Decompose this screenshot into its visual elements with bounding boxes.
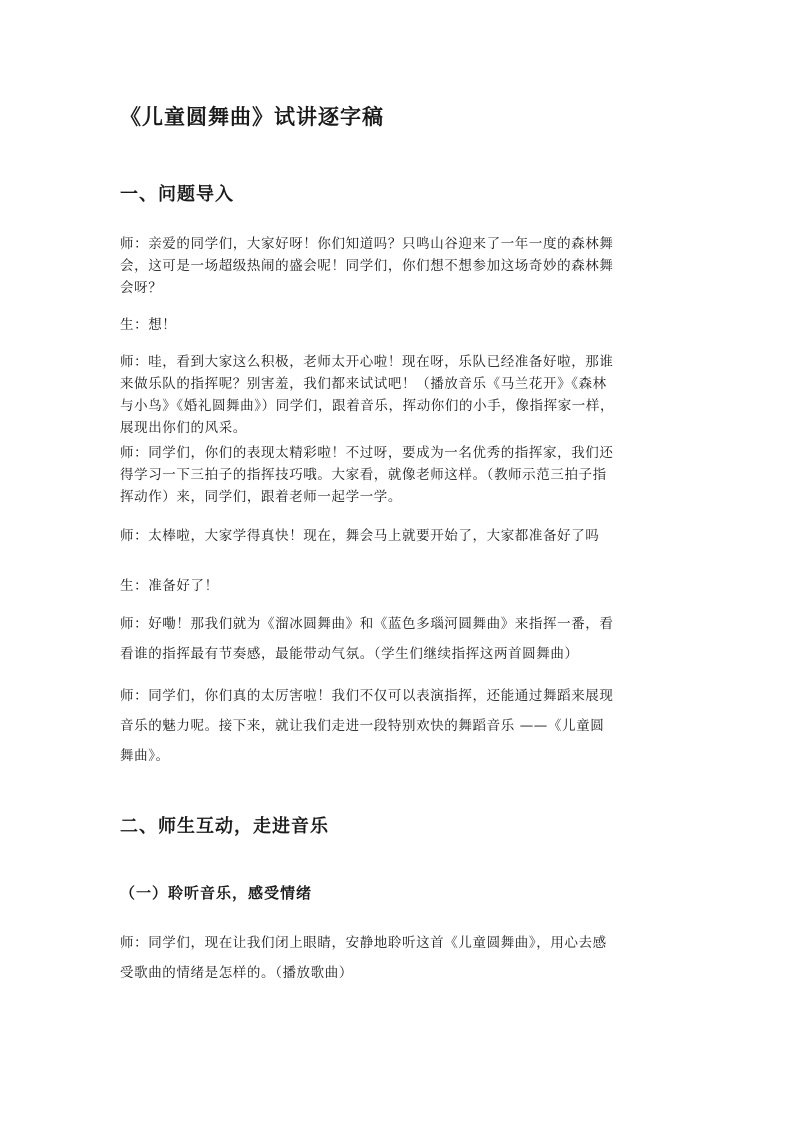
paragraph-student-reply <box>120 314 675 336</box>
text-line: 受歌曲的情绪是怎样的。（播放歌曲） <box>120 965 353 981</box>
paragraph-teacher-conduct <box>120 351 675 439</box>
text-line: 师：太棒啦，大家学得真快！现在，舞会马上就要开始了，大家都准备好了吗 <box>120 528 600 544</box>
text-line: 来做乐队的指挥呢？别害羞，我们都来试试吧！（播放音乐《马兰花开》《森林 <box>120 376 607 392</box>
paragraph-teacher-triple-meter <box>120 442 675 508</box>
text-line: 会，这可是一场超级热闹的盛会呢！同学们，你们想不想参加这场奇妙的森林舞 <box>120 258 614 274</box>
paragraph-teacher-ready <box>120 525 675 547</box>
section-heading-1: 一、问题导入 <box>120 184 234 205</box>
paragraph-teacher-listen <box>120 928 675 988</box>
paragraph-student-ready <box>120 575 675 597</box>
paragraph-teacher-intro <box>120 233 675 299</box>
text-line: 舞曲》。 <box>120 748 170 764</box>
text-line: 会呀？ <box>120 280 163 296</box>
document-title: 《儿童圆舞曲》试讲逐字稿 <box>120 104 384 129</box>
text-line: 师：同学们，你们的表现太精彩啦！不过呀，要成为一名优秀的指挥家，我们还 <box>120 445 614 461</box>
text-line: 师：同学们，你们真的太厉害啦！我们不仅可以表演指挥，还能通过舞蹈来展现 <box>120 688 614 704</box>
text-line: 师：哇，看到大家这么积极，老师太开心啦！现在呀，乐队已经准备好啦，那谁 <box>120 354 614 370</box>
text-line: 生：准备好了！ <box>120 578 219 594</box>
text-line: 师：好嘞！那我们就为《溜冰圆舞曲》和《蓝色多瑙河圆舞曲》来指挥一番，看 <box>120 616 614 632</box>
text-line: 得学习一下三拍子的指挥技巧哦。大家看，就像老师这样。（教师示范三拍子指 <box>120 467 607 483</box>
text-line: 看谁的指挥最有节奏感，最能带动气氛。（学生们继续指挥这两首圆舞曲） <box>120 646 579 662</box>
text-line: 与小鸟》《婚礼圆舞曲》）同学们，跟着音乐，挥动你们的小手，像指挥家一样， <box>120 398 615 414</box>
paragraph-teacher-transition <box>120 681 675 771</box>
paragraph-teacher-waltz <box>120 609 675 669</box>
section-heading-2: 二、师生互动，走进音乐 <box>120 816 329 837</box>
text-line: 展现出你们的风采。 <box>120 420 247 436</box>
text-line: 音乐的魅力呢。接下来，就让我们走进一段特别欢快的舞蹈音乐 ——《儿童圆 <box>120 718 605 734</box>
text-line: 师：同学们，现在让我们闭上眼睛，安静地聆听这首《儿童圆舞曲》，用心去感 <box>120 935 607 951</box>
text-line: 师：亲爱的同学们，大家好呀！你们知道吗？只鸣山谷迎来了一年一度的森林舞 <box>120 236 614 252</box>
text-line: 挥动作）来，同学们，跟着老师一起学一学。 <box>120 489 402 505</box>
subsection-heading-1: （一）聆听音乐，感受情绪 <box>120 884 313 902</box>
text-line: 生：想！ <box>120 317 177 333</box>
